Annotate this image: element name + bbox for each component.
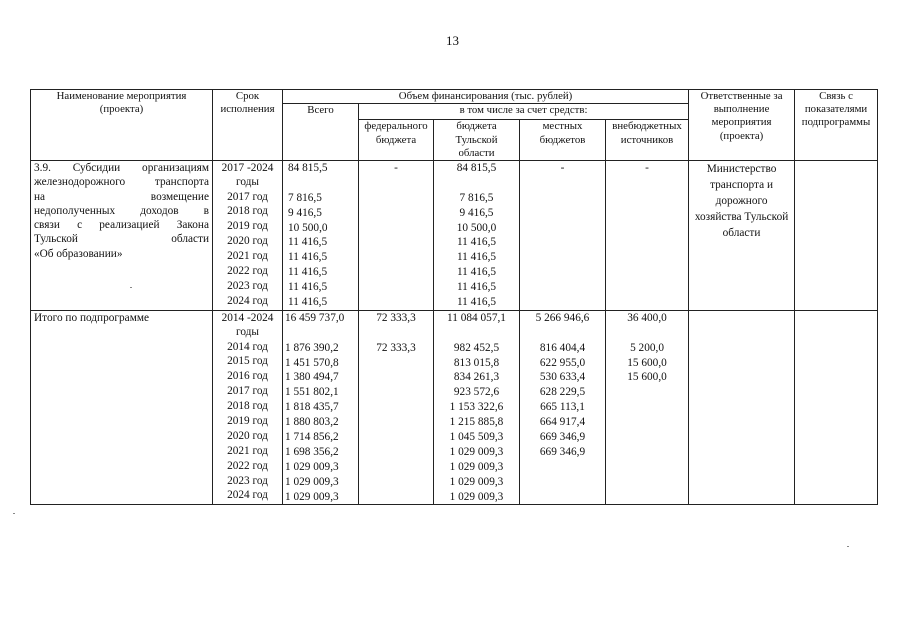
local-value: 665 113,1 bbox=[540, 401, 585, 414]
header-link: Связь с показателями подпрограммы bbox=[795, 90, 878, 161]
local-value: 5 266 946,6 bbox=[535, 311, 590, 324]
regional-value: 7 816,5 bbox=[459, 191, 494, 204]
header-name: Наименование мероприятия (проекта) bbox=[31, 90, 213, 161]
row1-name-line: Тульской области bbox=[34, 233, 209, 246]
total-value bbox=[285, 326, 355, 341]
regional-value: 813 015,8 bbox=[453, 356, 500, 369]
total-value: 11 416,5 bbox=[288, 281, 328, 294]
row1-period: 2017 -2024 годы bbox=[221, 162, 274, 189]
row1-name-line: железнодорожного транспорта bbox=[34, 176, 209, 189]
row1-name bbox=[31, 161, 213, 311]
total-value: 11 416,5 bbox=[288, 266, 328, 279]
total-value: 1 880 803,2 bbox=[285, 416, 339, 429]
year-label: 2023 год bbox=[227, 279, 268, 292]
row1-name-line: на возмещение bbox=[34, 190, 209, 203]
header-local: местных бюджетов bbox=[520, 120, 606, 161]
year-label: 2022 год bbox=[227, 459, 268, 472]
extra-value: - bbox=[645, 162, 649, 174]
regional-value: 1 045 509,3 bbox=[449, 431, 504, 444]
local-value: 669 346,9 bbox=[539, 431, 586, 444]
row2-name: Итого по подпрограмме bbox=[31, 310, 213, 505]
regional-value: 11 416,5 bbox=[456, 236, 497, 249]
regional-value: 11 416,5 bbox=[456, 281, 497, 294]
total-value bbox=[288, 176, 355, 191]
total-value: 1 029 009,3 bbox=[285, 490, 339, 503]
row1-name-line: недополученных доходов в bbox=[34, 204, 209, 217]
header-extra: внебюджетных источников bbox=[606, 120, 689, 161]
year-label: 2020 год bbox=[227, 235, 268, 248]
row2-responsible bbox=[689, 310, 795, 505]
row2-term bbox=[213, 310, 283, 505]
row1-regional bbox=[434, 161, 520, 311]
extra-value bbox=[609, 326, 685, 341]
row1-extra bbox=[606, 161, 689, 311]
row2-regional bbox=[434, 310, 520, 505]
total-value: 1 451 570,8 bbox=[285, 356, 339, 369]
regional-value: 1 029 009,3 bbox=[449, 460, 504, 473]
scan-speck bbox=[130, 287, 132, 288]
row2-federal bbox=[359, 310, 434, 505]
regional-value: 923 572,6 bbox=[453, 386, 500, 399]
regional-value bbox=[437, 326, 516, 341]
regional-value bbox=[437, 176, 516, 191]
row1-total bbox=[283, 161, 359, 311]
year-label: 2019 год bbox=[227, 414, 268, 427]
row2-extra bbox=[606, 310, 689, 505]
year-label: 2017 год bbox=[227, 385, 268, 398]
local-value: 664 917,4 bbox=[539, 416, 586, 429]
total-value: 1 551 802,1 bbox=[285, 386, 339, 399]
total-value: 1 029 009,3 bbox=[285, 460, 339, 473]
header-funding: Объем финансирования (тыс. рублей) bbox=[283, 90, 689, 104]
header-total: Всего bbox=[283, 104, 359, 161]
header-term: Срок исполнения bbox=[213, 90, 283, 161]
regional-value: 834 261,3 bbox=[453, 371, 500, 384]
row2-link bbox=[795, 310, 878, 505]
row1-link bbox=[795, 161, 878, 311]
regional-value: 1 029 009,3 bbox=[449, 445, 504, 458]
year-label: 2019 год bbox=[227, 220, 268, 233]
row2-total bbox=[283, 310, 359, 505]
regional-value: 1 153 322,6 bbox=[449, 401, 504, 414]
regional-value: 11 416,5 bbox=[456, 266, 497, 279]
year-label: 2020 год bbox=[227, 429, 268, 442]
regional-value: 84 815,5 bbox=[456, 162, 497, 174]
local-value bbox=[523, 326, 602, 341]
total-value: 84 815,5 bbox=[288, 162, 328, 174]
total-value: 1 714 856,2 bbox=[285, 431, 339, 444]
year-label: 2014 год bbox=[227, 340, 268, 353]
year-label: 2021 год bbox=[227, 444, 268, 457]
local-value: 622 955,0 bbox=[539, 356, 586, 369]
federal-value bbox=[362, 326, 430, 341]
financing-table bbox=[30, 89, 878, 505]
header-responsible: Ответственные за выполнение мероприятия (проекта) bbox=[689, 90, 795, 161]
row1-responsible: Министерство транспорта и дорожного хозяйства Тульской области bbox=[689, 161, 795, 311]
regional-value: 9 416,5 bbox=[459, 206, 494, 219]
year-label: 2024 год bbox=[227, 489, 268, 502]
extra-value: 5 200,0 bbox=[630, 341, 664, 354]
row1-name-line: 3.9. Субсидии организациям bbox=[34, 162, 209, 174]
regional-value: 11 416,5 bbox=[456, 251, 497, 264]
regional-value: 11 416,5 bbox=[456, 296, 497, 309]
extra-value: 36 400,0 bbox=[627, 311, 667, 324]
total-value: 1 698 356,2 bbox=[285, 445, 339, 458]
scan-speck bbox=[13, 513, 15, 514]
regional-value: 1 215 885,8 bbox=[449, 416, 504, 429]
year-label: 2023 год bbox=[227, 474, 268, 487]
federal-value: 72 333,3 bbox=[376, 341, 416, 354]
regional-value: 982 452,5 bbox=[453, 341, 500, 354]
row1-local bbox=[520, 161, 606, 311]
total-value: 16 459 737,0 bbox=[285, 311, 345, 324]
total-value: 1 876 390,2 bbox=[285, 341, 339, 354]
regional-value: 1 029 009,3 bbox=[449, 490, 504, 503]
year-label: 2022 год bbox=[227, 265, 268, 278]
page-number: 13 bbox=[446, 33, 459, 48]
local-value: - bbox=[560, 162, 565, 174]
table-row bbox=[31, 161, 878, 311]
extra-value: 15 600,0 bbox=[627, 356, 667, 369]
header-federal: федерального бюджета bbox=[359, 120, 434, 161]
year-label: 2021 год bbox=[227, 250, 268, 263]
local-value: 530 633,4 bbox=[539, 371, 586, 384]
row1-name-line: связи с реализацией Закона bbox=[34, 219, 209, 232]
row1-federal bbox=[359, 161, 434, 311]
federal-value: 72 333,3 bbox=[376, 311, 416, 324]
row1-name-last: «Об образовании» bbox=[34, 247, 123, 260]
total-value: 11 416,5 bbox=[288, 251, 328, 264]
total-value: 11 416,5 bbox=[288, 296, 328, 309]
year-label: 2017 год bbox=[227, 190, 268, 203]
total-value: 10 500,0 bbox=[288, 221, 328, 234]
federal-value: - bbox=[394, 162, 398, 174]
scan-speck bbox=[847, 546, 849, 547]
year-label: 2018 год bbox=[227, 400, 268, 413]
local-value: 628 229,5 bbox=[539, 386, 586, 399]
total-value: 1 029 009,3 bbox=[285, 475, 339, 488]
row2-period: 2014 -2024 годы bbox=[221, 311, 274, 339]
local-value: 816 404,4 bbox=[539, 341, 586, 354]
total-value: 11 416,5 bbox=[288, 236, 328, 249]
total-value: 1 818 435,7 bbox=[285, 401, 339, 414]
row1-term bbox=[213, 161, 283, 311]
extra-value: 15 600,0 bbox=[627, 371, 667, 384]
year-label: 2024 год bbox=[227, 294, 268, 307]
regional-value: 1 029 009,3 bbox=[449, 475, 504, 488]
header-including: в том числе за счет средств: bbox=[359, 104, 689, 120]
total-value: 1 380 494,7 bbox=[285, 371, 339, 384]
total-value: 9 416,5 bbox=[288, 206, 322, 219]
regional-value: 10 500,0 bbox=[456, 221, 497, 234]
local-value: 669 346,9 bbox=[539, 445, 586, 458]
table-row bbox=[31, 310, 878, 505]
year-label: 2018 год bbox=[227, 205, 268, 218]
row2-local bbox=[520, 310, 606, 505]
header-regional: бюджета Тульской области bbox=[434, 120, 520, 161]
year-label: 2015 год bbox=[227, 355, 268, 368]
regional-value: 11 084 057,1 bbox=[447, 311, 506, 324]
total-value: 7 816,5 bbox=[288, 191, 322, 204]
year-label: 2016 год bbox=[227, 370, 268, 383]
